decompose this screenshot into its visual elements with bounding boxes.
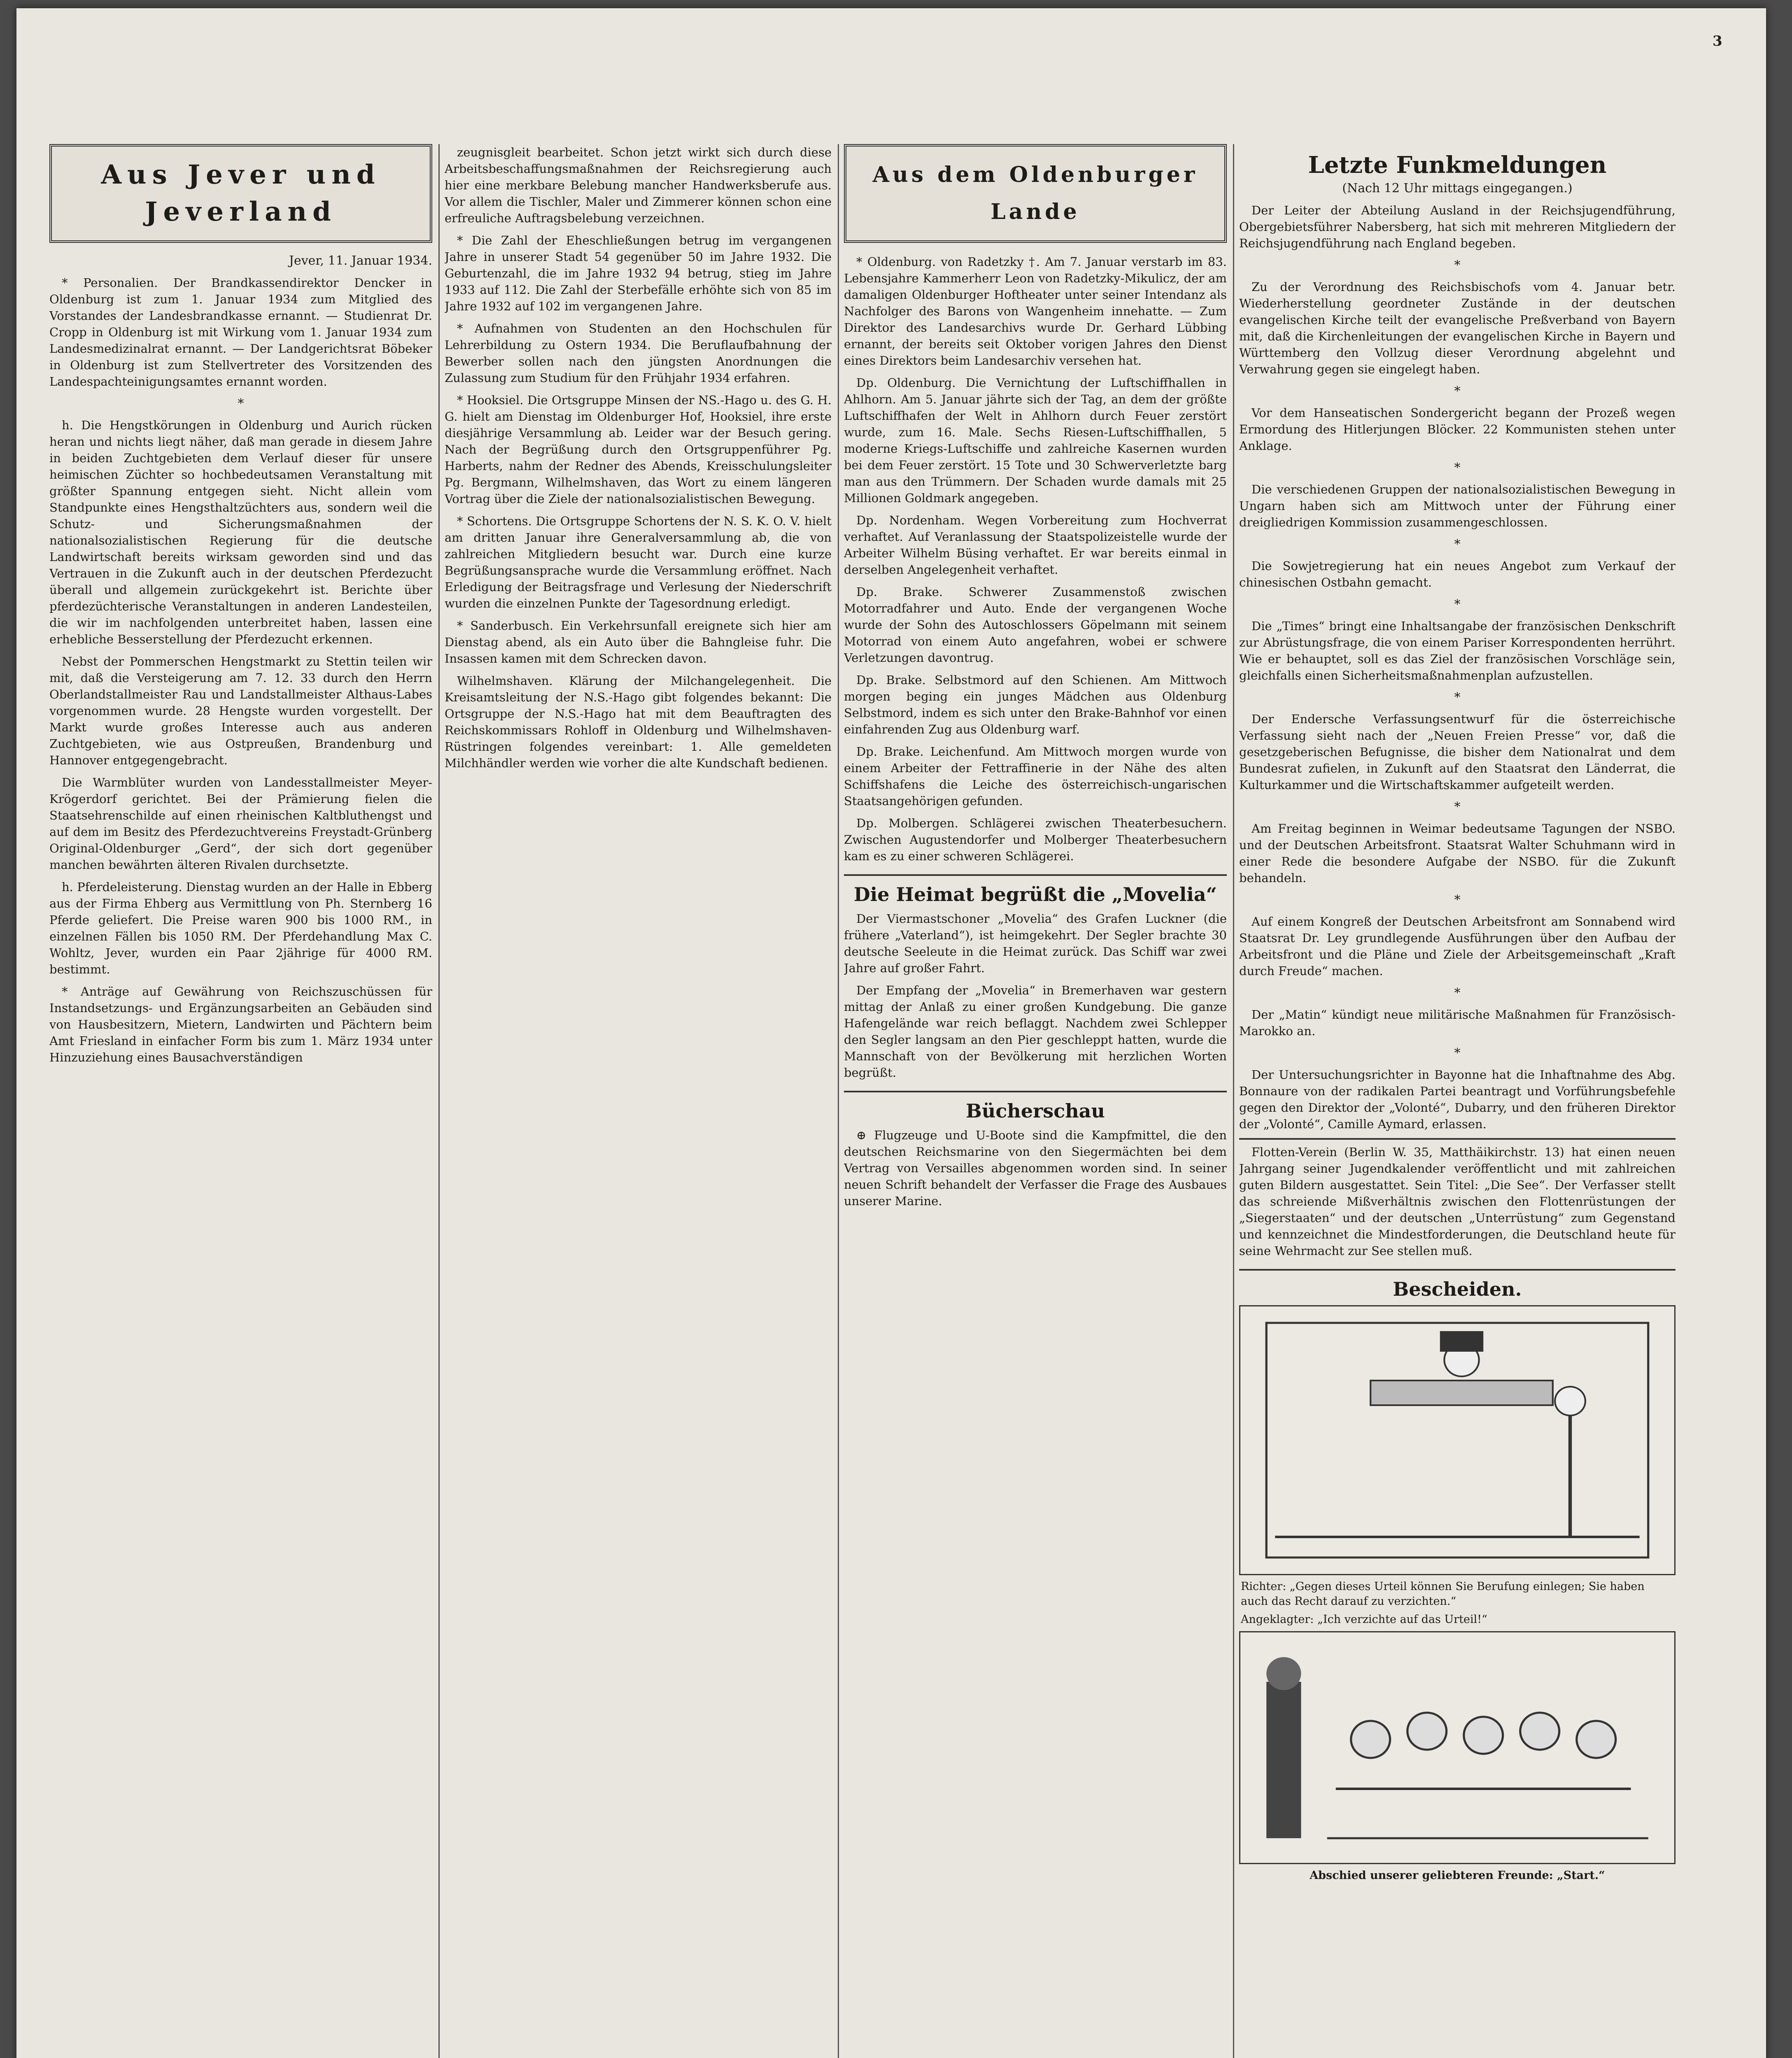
article-hengstkoerungen: h. Die Hengstkörungen in Oldenburg und Aurich rücken heran und nichts liegt näher, daß man gerade in diesem Jahre in beiden Zuchtgebieten dem Verlauf dieser für unsere heimischen Züchter so hochbedeutsamen Veranstaltung mit größter Spannung entgegen sieht. Nicht allein vom Standpunkte eines Hengsthaltzüchters aus, sondern weil die Schutz- und Sicherungsmaßnahmen der nationalsozialistischen Regierung für die deutsche Landwirtschaft bereits wirksam geworden sind und das Vertrauen in die Zukunft auch in der deutschen Pferdezucht überall und allgemein zurückgekehrt ist. Berichte über pferdezüchterische Veranstaltungen in anderen Landesteilen, die wir im nachfolgenden unterbreitet haben, lassen eine erhebliche Besserstellung der Pferdezucht erkennen. <box>49 418 432 646</box>
news-item: Die Sowjetregierung hat ein neues Angebot zum Verkauf der chinesischen Ostbahn gemacht. <box>1239 559 1675 589</box>
column-rule <box>838 144 839 2058</box>
column-rule <box>1233 144 1234 2058</box>
separator: * <box>238 396 244 411</box>
news-item: Der „Matin“ kündigt neue militärische Maßnahmen für Französisch-Marokko an. <box>1239 1008 1675 1038</box>
news-item: Zu der Verordnung des Reichsbischofs vom 4. Januar betr. Wiederherstellung geordneter Zustände in der deutschen evangelischen Kirche teilt der evangelische Preßverband von Bayern mit, daß die Kirchenleitungen der evangelischen Kirche in Bayern und Württemberg den Vollzug dieser Verordnung abgelehnt und Verwahrung gegen sie eingelegt haben. <box>1239 280 1675 376</box>
section-heading-text: Aus Jever und Jeverland <box>101 159 381 227</box>
column-funkmeldungen <box>1239 144 1675 1886</box>
article-luftschiffhallen: Dp. Oldenburg. Die Vernichtung der Luftschiffhallen in Ahlhorn. Am 5. Januar jährte sich der Tag, an dem der größte Luftschiffhafen der Welt in Ahlhorn durch Feuer zerstört wurde, zum 16. Male. Sechs Riesen-Luftschiffhallen, 5 moderne Kriegs-Luftschiffe und zahlreiche Kasernen wurden bei dem Feuer zerstört. 15 Tote und 30 Schwerverletzte barg man aus den Trümmern. Der Schaden wurde damals mit 25 Millionen Goldmark angegeben. <box>844 376 1227 505</box>
cartoon-caption-angeklagter: Angeklagter: „Ich verzichte auf das Urteil!“ <box>1241 1613 1487 1626</box>
news-item: Die verschiedenen Gruppen der nationalsozialistischen Bewegung in Ungarn haben sich am Mittwoch unter der Führung einer dreigliedrigen Kommission zusammengeschlossen. <box>1239 482 1675 529</box>
news-item: Am Freitag beginnen in Weimar bedeutsame Tagungen der NSBO. und der Deutschen Arbeitsfront. Staatsrat Walter Schuhmann wird in einer Rede die besondere Aufgabe der NSBO. für die Zukunft behandeln. <box>1239 822 1675 885</box>
article-wilhelmshaven: Wilhelmshaven. Klärung der Milchangelegenheit. Die Kreisamtsleitung der N.S.-Hago gibt folgendes bekannt: Die Ortsgruppe der N.S.-Hago hat mit dem Beauftragten des Reichskommissars Rohloff in Oldenburg und Wilhelmshaven-Rüstringen folgendes vereinbart: 1. Alle gemeldeten Milchhändler werden wie vorher die alte Kundschaft bedienen. <box>445 674 832 770</box>
column-jever-continued <box>445 144 832 777</box>
news-item: Auf einem Kongreß der Deutschen Arbeitsfront am Sonnabend wird Staatsrat Dr. Ley grundlegende Ausführungen über den Aufbau der Arbeitsfront und die Pläne und Ziele der Arbeitsgemeinschaft „Kraft durch Freude“ machen. <box>1239 915 1675 978</box>
separator: * <box>1454 384 1461 398</box>
news-item: Der Leiter der Abteilung Ausland in der Reichsjugendführung, Obergebietsführer Nabersberg, hat sich mit mehreren Mitgliedern der Reichsjugendführung nach England begeben. <box>1239 203 1675 250</box>
article-brake-selbstmord: Dp. Brake. Selbstmord auf den Schienen. Am Mittwoch morgen beging ein junges Mädchen aus Oldenburg Selbstmord, indem es sich unter den Brake-Bahnhof vor einen einfahrenden Zug aus Oldenburg warf. <box>844 673 1227 736</box>
column-oldenburg <box>844 144 1227 1215</box>
section-heading-jever <box>49 144 432 243</box>
headline-funkmeldungen: Letzte Funkmeldungen <box>1308 151 1607 179</box>
article-warmblueter: Die Warmblüter wurden von Landesstallmeister Meyer-Krögerdorf gerichtet. Bei der Prämierung fielen die Staatsehrenschilde auf einen rheinischen Kaltbluthengst und auf dem im Besitz des Pferdezuchtvereins Freystadt-Grünberg Original-Oldenburger „Gerd“, der sich dort gegenüber manchen bewährten älteren Rivalen durchsetzte. <box>49 775 432 872</box>
cartoon-caption-richter: Richter: „Gegen dieses Urteil können Sie Berufung einlegen; Sie haben auch das Recht darauf zu verzichten.“ <box>1241 1580 1645 1608</box>
article-brake-leichenfund: Dp. Brake. Leichenfund. Am Mittwoch morgen wurde von einem Arbeiter der Fettraffinerie in der Nähe des alten Schiffshafens die Leiche des österreichisch-ungarischen Staatsangehörigen gefunden. <box>844 745 1227 808</box>
separator: * <box>1454 1046 1461 1060</box>
subheading-funkmeldungen: (Nach 12 Uhr mittags eingegangen.) <box>1342 181 1573 196</box>
cartoon-abschied <box>1239 1631 1675 1864</box>
cartoon-drawing-icon <box>1240 1632 1674 1863</box>
article-molbergen: Dp. Molbergen. Schlägerei zwischen Theaterbesuchern. Zwischen Augustendorfer und Molberger Theaterbesuchern kam es zu einer schweren Schlägerei. <box>844 816 1227 863</box>
article-flotten-verein: Flotten-Verein (Berlin W. 35, Matthäikirchstr. 13) hat einen neuen Jahrgang seiner Jugendkalender veröffentlicht und mit zahlreichen guten Bildern ausgestattet. Sein Titel: „Die See“. Der Verfasser stellt das schreiende Mißverhältnis zwischen den Flottenrüstungen der „Siegerstaaten“ und der deutschen „Unterrüstung“ zum Gegenstand und kennzeichnet die Mindestforderungen, die Deutschland heute für seine Wehrmacht zur See stellen muß. <box>1239 1145 1675 1258</box>
newspaper-page <box>16 8 1766 2058</box>
article-pferdelieferung: h. Pferdeleisterung. Dienstag wurden an der Halle in Ebberg aus der Firma Ehberg aus Vermittlung von Ph. Sternberg 16 Pferde geliefert. Die Preise waren 900 bis 1000 RM., in einzelnen Fällen bis 1050 RM. Der Pferdehandlung Max C. Wohltz, Jever, wurden ein Paar 2jährige für 4000 RM. bestimmt. <box>49 880 432 976</box>
separator: * <box>1454 893 1461 907</box>
column-rule <box>438 144 440 2058</box>
news-item: Der Untersuchungsrichter in Bayonne hat die Inhaftnahme des Abg. Bonnaure von der radikalen Partei beantragt und Vorführungsbefehle gegen den Direktor der „Volonté“, Dubarry, und den früheren Direktor der „Volonté“, Camille Aymard, erlassen. <box>1239 1068 1675 1131</box>
news-item: Vor dem Hanseatischen Sondergericht begann der Prozeß wegen Ermordung des Hitlerjungen Blöcker. 22 Kommunisten stehen unter Anklage. <box>1239 406 1675 453</box>
article-movelia-2: Der Empfang der „Movelia“ in Bremerhaven war gestern mittag der Anlaß zu einer großen Kundgebung. Die ganze Hafengelände war reich beflaggt. Nachdem zwei Schlepper den Segler langsam an den Pier geschleppt hatten, wurde die Mannschaft von der Bevölkerung mit herzlichen Worten begrüßt. <box>844 983 1227 1080</box>
article-eheschliessungen: * Die Zahl der Eheschließungen betrug im vergangenen Jahre in unserer Stadt 54 gegenüber 50 im Jahre 1932. Die Geburtenzahl, die im Jahre 1932 94 betrug, stieg im Jahre 1933 auf 112. Die Zahl der Sterbefälle erhöhte sich von 85 im Jahre 1932 auf 102 im vergangenen Jahre. <box>445 233 832 313</box>
cartoon-bescheiden <box>1239 1305 1675 1575</box>
column-jever <box>49 144 432 1071</box>
news-item: Die „Times“ bringt eine Inhaltsangabe der französischen Denkschrift zur Abrüstungsfrage, die von einem Pariser Korrespondenten herrührt. Wie er behauptet, soll es das Ziel der französischen Vorschläge sein, gleichfalls einen Sicherheitsmaßnahmenplan aufzustellen. <box>1239 619 1675 682</box>
separator: * <box>1454 986 1461 1000</box>
article-radetzky: * Oldenburg. von Radetzky †. Am 7. Januar verstarb im 83. Lebensjahre Kammerherr Leon von Radetzky-Mikulicz, der am damaligen Oldenburger Hoftheater unter seiner Intendanz als Nachfolger des Barons von Wangenheim innehatte. — Zum Direktor des Landesarchivs wurde Dr. Gerhard Lübbing ernannt, der bereits seit Oktober vorigen Jahres den Dienst eines Direktors beim Landesarchiv versehen hat. <box>844 255 1227 368</box>
separator: * <box>1454 800 1461 814</box>
article-personalien: * Personalien. Der Brandkassendirektor Dencker in Oldenburg ist zum 1. Januar 1934 zum Mitglied des Vorstandes der Landesbrandkasse ernannt. — Studienrat Dr. Cropp in Oldenburg ist mit Wirkung vom 1. Januar 1934 zum Landesmedizinalrat ernannt. — Der Landgerichtsrat Böbeker in Oldenburg ist zum Stellvertreter des Vorsitzenden des Landespachteinigungsamtes ernannt worden. <box>49 276 432 389</box>
article-arbeitsbeschaffung: zeugnisgleit bearbeitet. Schon jetzt wirkt sich durch diese Arbeitsbeschaffungsmaßnahmen der Reichsregierung auch hier eine merkbare Belebung mancher Handwerksberufe aus. Vor allem die Tischler, Maler und Zimmerer können schon eine erfreuliche Auftragsbelebung verzeichnen. <box>445 145 832 225</box>
headline-buecherschau: Bücherschau <box>844 1091 1227 1122</box>
news-item: Der Endersche Verfassungsentwurf für die österreichische Verfassung sieht nach der „Neuen Freien Presse“ vor, daß die gesetzgeberischen Befugnisse, die bisher dem Nationalrat und dem Bundesrat zufielen, in Zukunft auf den Staatsrat den Länderrat, die Kulturkammer und die Wirtschaftskammer aufgeteilt werden. <box>1239 712 1675 792</box>
headline-movelia: Die Heimat begrüßt die „Movelia“ <box>844 874 1227 906</box>
article-reichszuschuesse: * Anträge auf Gewährung von Reichszuschüssen für Instandsetzungs- und Ergänzungsarbeiten an Gebäuden sind von Hausbesitzern, Mietern, Landwirten und Pächtern beim Amt Friesland in einfacher Form bis zum 1. März 1934 unter Hinzuziehung eines Bausachverständigen <box>49 985 432 1064</box>
article-movelia-1: Der Viermastschoner „Movelia“ des Grafen Luckner (die frühere „Vaterland“), ist heimgekehrt. Der Segler brachte 30 deutsche Seeleute in die Heimat zurück. Das Schiff war zwei Jahre auf großer Fahrt. <box>844 912 1227 975</box>
cartoon-drawing-icon <box>1240 1306 1674 1574</box>
separator: * <box>1454 461 1461 475</box>
article-hooksiel: * Hooksiel. Die Ortsgruppe Minsen der NS.-Hago u. des G. H. G. hielt am Dienstag im Oldenburger Hof, Hooksiel, ihre erste diesjährige Versammlung ab. Leider war der Besuch gering. Nach der Begrüßung durch den Ortsgruppenführer Pg. Harberts, nahm der Redner des Abends, Kreisschulungsleiter Pg. Bergmann, Wilhelmshaven, das Wort zu einem längeren Vortrag über die Ziele der nationalsozialistischen Bewegung. <box>445 393 832 506</box>
divider <box>1239 1138 1675 1140</box>
dateline: Jever, 11. Januar 1934. <box>289 254 432 268</box>
section-heading-text: Aus dem Oldenburger Lande <box>872 162 1198 224</box>
article-schortens: * Schortens. Die Ortsgruppe Schortens der N. S. K. O. V. hielt am dritten Januar ihre Generalversammlung ab, die von zahlreichen Mitgliedern besucht war. Durch eine kurze Begrüßungsansprache wurde die Versammlung eröffnet. Nach Erledigung der Beitragsfrage und Verlesung der Niederschrift wurden die einzelnen Punkte der Tagesordnung erledigt. <box>445 514 832 610</box>
cartoon-title: Bescheiden. <box>1239 1269 1675 1300</box>
article-nordenham: Dp. Nordenham. Wegen Vorbereitung zum Hochverrat verhaftet. Auf Veranlassung der Staatspolizeistelle wurde der Arbeiter Wilhelm Büsing verhaftet. Er war bereits einmal in derselben Angelegenheit verhaftet. <box>844 513 1227 577</box>
separator: * <box>1454 690 1461 705</box>
separator: * <box>1454 537 1461 552</box>
article-hengstmarkt: Nebst der Pommerschen Hengstmarkt zu Stettin teilen wir mit, daß die Versteigerung am 7. 12. 33 durch den Herrn Oberlandstallmeister Rau und Landstallmeister Althaus-Labes vorgenommen wurde. 28 Hengste wurden vorgestellt. Der Markt wurde großes Interesse auch aus anderen Zuchtgebieten, wie aus Ostpreußen, Brandenburg und Hannover entgegengebracht. <box>49 654 432 767</box>
separator: * <box>1454 597 1461 612</box>
section-heading-oldenburg <box>844 144 1227 243</box>
page-number: 3 <box>1713 33 1722 49</box>
article-brake-zusammenstoss: Dp. Brake. Schwerer Zusammenstoß zwischen Motorradfahrer und Auto. Ende der vergangenen Woche wurde der Sohn des Autoschlossers Göpelmann mit seinem Motorrad von einem Auto angefahren, wobei er schwere Verletzungen davontrug. <box>844 585 1227 665</box>
article-sanderbusch: * Sanderbusch. Ein Verkehrsunfall ereignete sich hier am Dienstag abend, als ein Auto über die Bahngleise fuhr. Die Insassen kamen mit dem Schrecken davon. <box>445 619 832 666</box>
cartoon-caption-abschied: Abschied unserer geliebteren Freunde: „Start.“ <box>1310 1869 1605 1882</box>
separator: * <box>1454 258 1461 272</box>
article-studenten: * Aufnahmen von Studenten an den Hochschulen für Lehrerbildung zu Ostern 1934. Die Beruflaufbahnung der Bewerber sollen nach den jüngsten Anordnungen die Zulassung zum Studium für den Frühjahr 1934 erfahren. <box>445 321 832 385</box>
article-buecherschau: ⊕ Flugzeuge und U-Boote sind die Kampfmittel, die den deutschen Reichsmarine von den Siegermächten bei dem Vertrag von Versailles abgenommen worden sind. In seiner neuen Schrift behandelt der Verfasser die Frage des Ausbaues unserer Marine. <box>844 1128 1227 1208</box>
